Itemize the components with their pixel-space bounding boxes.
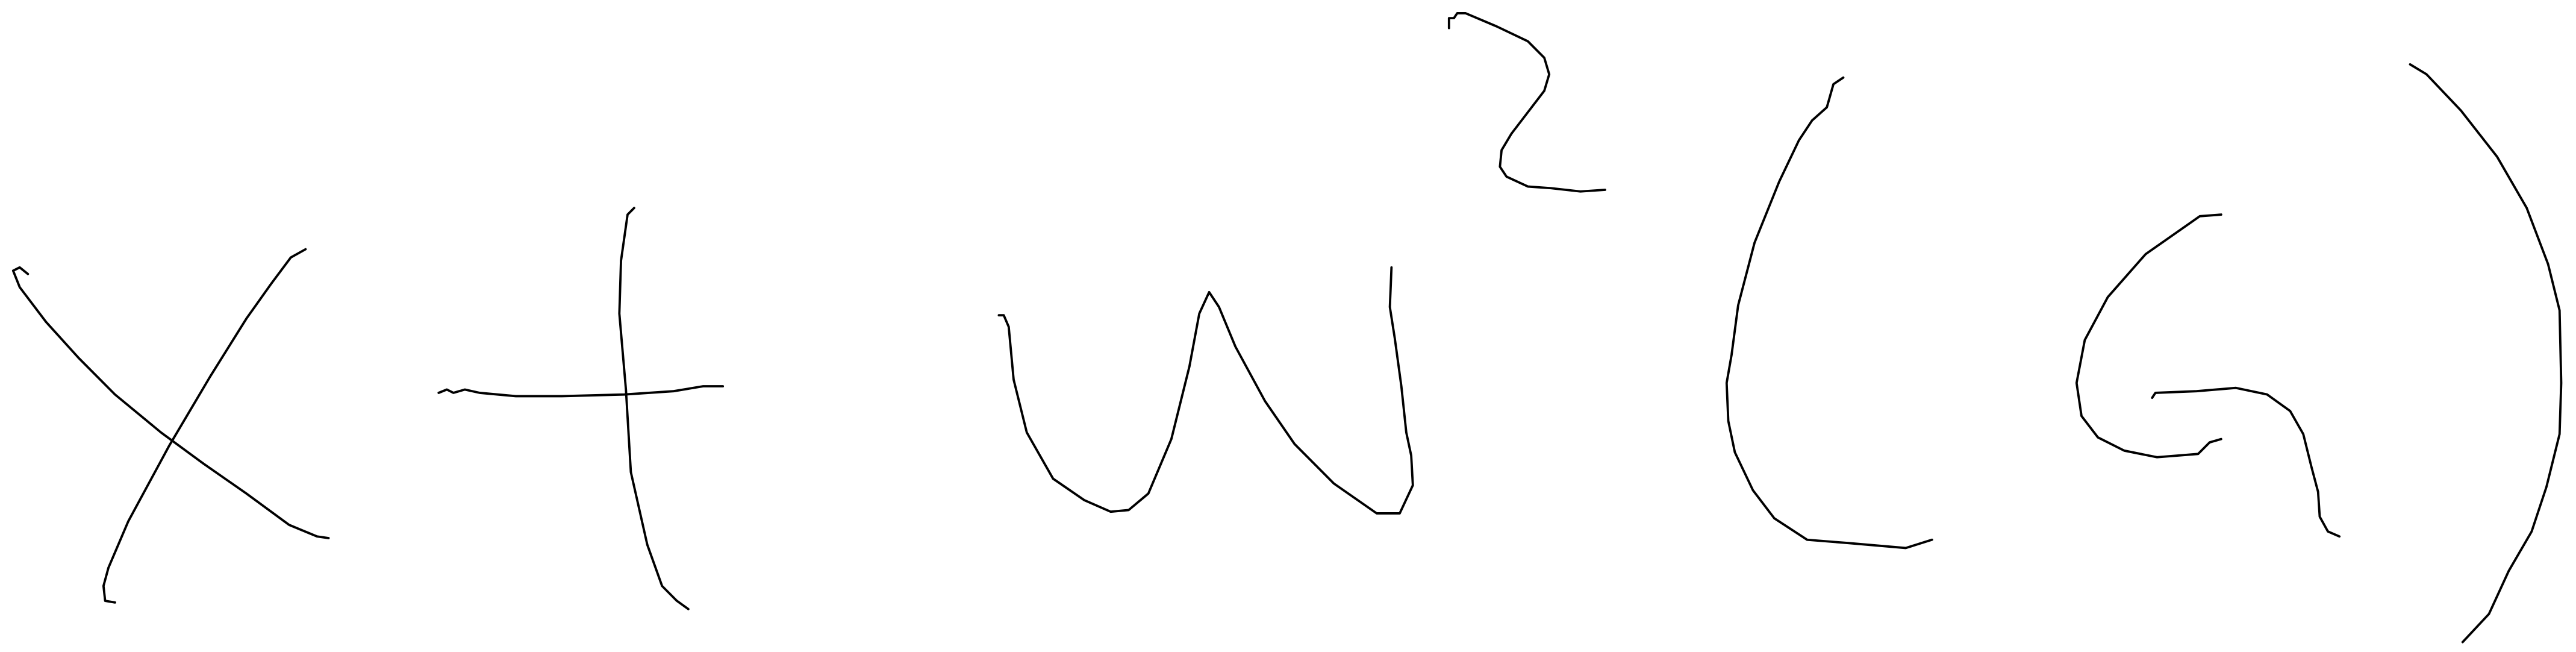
right-paren-stroke (2410, 64, 2562, 642)
w-stroke (999, 268, 1412, 513)
superscript-2-stroke (1449, 13, 1605, 192)
plus-vertical-stroke (619, 208, 688, 609)
glyph-w (999, 268, 1412, 513)
g-stroke (2077, 215, 2221, 457)
x-stroke-2 (104, 249, 306, 603)
g-crossbar-stroke (2152, 388, 2339, 537)
x-stroke-1 (13, 268, 329, 538)
plus-horizontal-stroke (438, 386, 723, 396)
glyph-g (2077, 215, 2339, 536)
glyph-right-paren (2410, 64, 2562, 642)
left-paren-stroke (1727, 78, 1932, 548)
glyph-superscript-2 (1449, 13, 1605, 192)
glyph-plus (438, 208, 723, 609)
glyph-x (13, 249, 329, 603)
glyph-left-paren (1727, 78, 1932, 548)
